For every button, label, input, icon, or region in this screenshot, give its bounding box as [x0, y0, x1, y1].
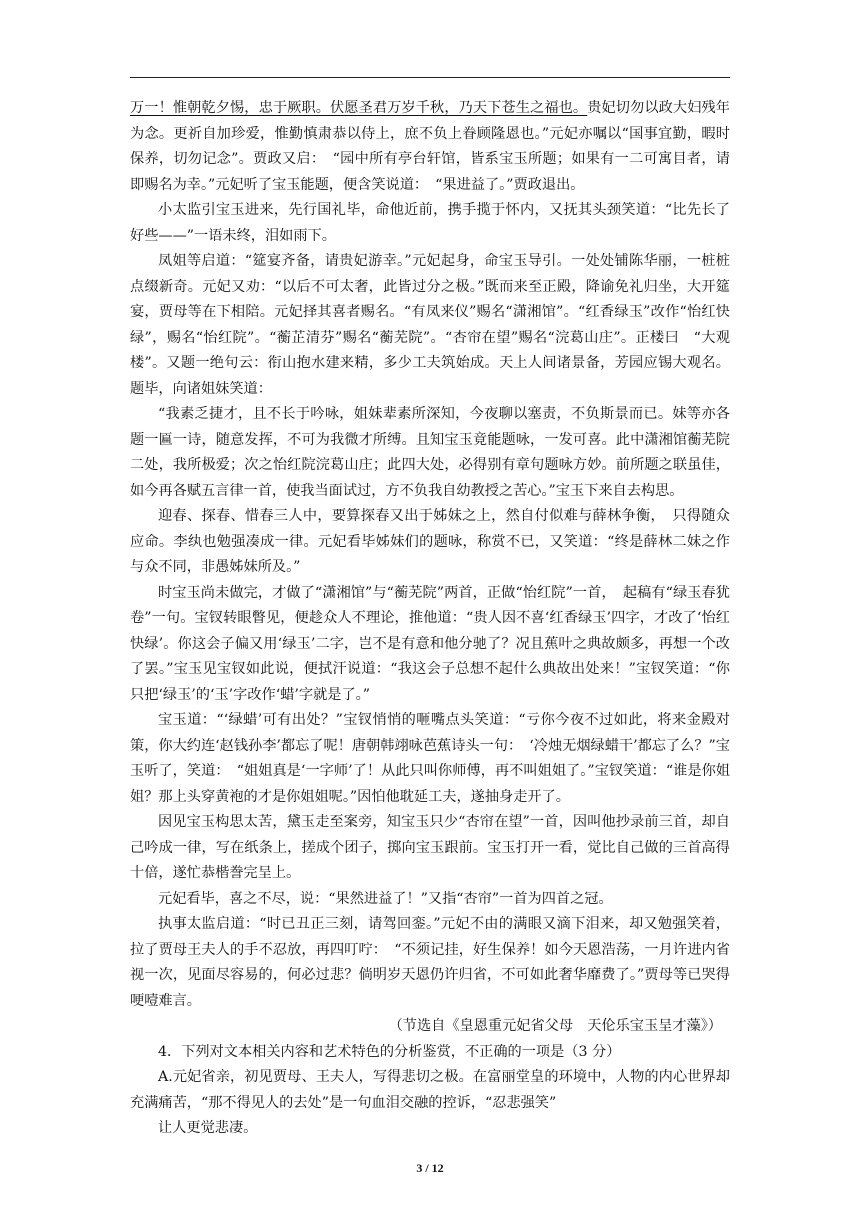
document-body: [130, 96, 730, 1142]
paragraph-6: 时宝玉尚未做完，才做了“潇湘馆”与“蘅芜院”两首，正做“怡红院”一首， 起稿有“绿玉春犹卷”一句。宝钗转眼瞥见，便趁众人不理论，推他道：“贵人因不喜‘红香绿玉’四字，才改了‘怡红快绿’。你这会子偏又用‘绿玉’二字，岂不是有意和他分驰了？况且蕉叶之典故颇多，再想一个改了罢。”宝玉见宝钗如此说，便拭汗说道：“我这会子总想不起什么典故出处来！”宝钗笑道：“你只把‘绿玉’的‘玉’字改作‘蜡’字就是了。”: [130, 584, 730, 703]
source-note: （节选自《皇恩重元妃省父母 天伦乐宝玉呈才藻》）: [388, 1018, 722, 1034]
paragraph-2: 小太监引宝玉进来，先行国礼毕，命他近前，携手揽于怀内，又抚其头颈笑道：“比先长了好些——”一语未终，泪如雨下。: [130, 202, 730, 244]
paragraph-7: 宝玉道：“‘绿蜡’可有出处？”宝钗悄悄的咂嘴点头笑道：“亏你今夜不过如此，将来金殿对策，你大约连‘赵钱孙李’都忘了呢！唐朝韩翊咏芭蕉诗头一句： ‘冷烛无烟绿蜡干’都忘了么？”宝玉听了，笑道： “姐姐真是‘一字师’了！从此只叫你师傅，再不叫姐姐了。”宝钗笑道：“谁是你姐姐？那上头穿黄袍的才是你姐姐呢。”因怕他耽延工夫，遂抽身走开了。: [130, 712, 730, 805]
question-option-a-continued: 让人更觉悲凄。: [158, 1120, 258, 1136]
paragraph-3: 凤姐等启道：“筵宴齐备，请贵妃游幸。”元妃起身，命宝玉导引。一处处铺陈华丽，一桩桩点缀新奇。元妃又劝：“以后不可太奢，此皆过分之极。”既而来至正殿，降谕免礼归坐，大开筵宴，贾母等在下相陪。元妃择其喜者赐名。“有凤来仪”赐名“潇湘馆”。“红香绿玉”改作“怡红快绿”，赐名“怡红院”。“蘅芷清芬”赐名“蘅芜院”。“杏帘在望”赐名“浣葛山庄”。正楼曰 “大观楼”。又题一绝句云：衔山抱水建来精，多少工夫筑始成。天上人间诸景备，芳园应锡大观名。题毕，向诸姐妹笑道：: [130, 253, 730, 397]
paragraph-8: 因见宝玉构思太苦，黛玉走至案旁，知宝玉只少“杏帘在望”一首，因叫他抄录前三首，却自己吟成一律，写在纸条上，搓成个团子，掷向宝玉跟前。宝玉打开一看，觉比自己做的三首高得十倍，遂忙恭楷誊完呈上。: [130, 814, 730, 881]
paragraph-10: 执事太监启道：“时已丑正三刻，请驾回銮。”元妃不由的满眼又滴下泪来，却又勉强笑着，拉了贾母王夫人的手不忍放，再四叮咛： “不须记挂，好生保养！如今天恩浩荡，一月许进内省视一次，见面尽容易的，何必过悲？倘明岁天恩仍许归省，不可如此奢华靡费了。”贾母等已哭得哽噎难言。: [130, 916, 730, 1009]
paragraph-1: [130, 96, 730, 198]
question-option-a: A.元妃省亲，初见贾母、王夫人，写得悲切之极。在富丽堂皇的环境中，人物的内心世界却充满痛苦，“那不得见人的去处”是一句血泪交融的控诉，“忍悲强笑”: [130, 1069, 730, 1111]
question-stem: 4．下列对文本相关内容和艺术特色的分析鉴赏，不正确的一项是（3 分）: [158, 1043, 621, 1060]
header-rule: [130, 77, 730, 78]
paragraph-text: 贵妃切勿以政大妇残年为念。更祈自加珍爱，惟勤慎肃恭以侍上，庶不负上眷顾隆恩也。”元妃亦嘱以“国事宜勤，暇时保养，切勿记念”。贾政又启： “园中所有亭台轩馆，皆系宝玉所题；如果有一二可寓目者，请即赐名为幸。”元妃听了宝玉能题，便含笑说道： “果进益了。”贾政退出。: [130, 100, 730, 193]
paragraph-9: 元妃看毕，喜之不尽，说：“果然进益了！”又指“杏帘”一首为四首之冠。: [158, 890, 613, 907]
page-number: 3 / 12: [416, 1161, 444, 1175]
paragraph-4: “我素乏捷才，且不长于吟咏，姐妹辈素所深知，今夜聊以塞责，不负斯景而已。妹等亦各题一匾一诗，随意发挥，不可为我微才所缚。且知宝玉竟能题咏，一发可喜。此中潇湘馆蘅芜院二处，我所极爱；次之怡红院浣葛山庄；此四大处，必得别有章句题咏方妙。前所题之联虽佳，如今再各赋五言律一首，使我当面试过，方不负我自幼教授之苦心。”宝玉下来自去构思。: [130, 406, 730, 499]
underlined-text: 万一！惟朝乾夕惕，忠于厥职。伏愿圣君万岁千秋，乃天下苍生之福也。: [130, 100, 588, 116]
paragraph-5: 迎春、探春、惜春三人中，要算探春又出于姊妹之上，然自付似难与薛林争衡， 只得随众应命。李纨也勉强凑成一律。元妃看毕姊妹们的题咏，称赏不已，又笑道：“终是薛林二妹之作与众不同，非愚姊妹所及。”: [130, 508, 730, 575]
